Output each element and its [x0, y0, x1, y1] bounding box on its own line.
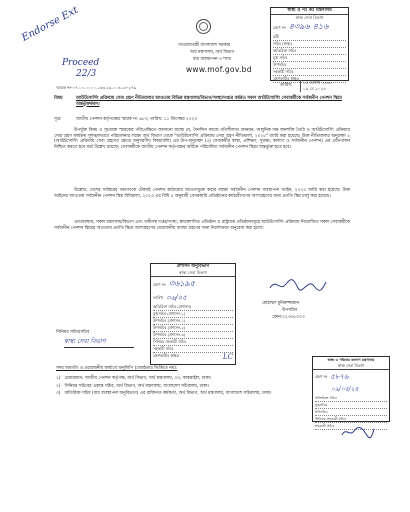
bottom-stamp-row: যুগ্মসচিব	[315, 402, 387, 409]
subject-text: আউটসোর্সিং প্রক্রিয়ায় সেবা গ্রহণ নীতিমালার আওতায় বিভিন্ন মন্ত্রণালয়/বিভাগ/সংস্থা/দপ্তরে কর্মরত সকল আউটসোর্সিং সেবাকর্মীকে সর্বজনীন পেনশন স্কিমে অন্তর্ভুক্তকরণ।	[76, 96, 342, 107]
copy-list	[56, 376, 292, 399]
note-line-2: Proceed	[62, 58, 100, 68]
bottom-stamp-receipt-row	[313, 370, 389, 384]
bottom-stamp-receipt-no: ৫৮৭৬	[330, 373, 349, 381]
copy-list-number: ১)	[56, 376, 61, 381]
copy-list-item	[56, 391, 292, 397]
subject-label: বিষয়	[54, 96, 63, 101]
stamp-title: স্বাস্থ্য ও পঃ কঃ মন্ত্রণালয়	[271, 8, 348, 15]
received-stamp-bottom	[312, 356, 390, 428]
source-label: সূত্র:	[54, 117, 62, 122]
bottom-stamp-row: সিনিয়র সহকারী সচিব	[315, 416, 387, 423]
recipient-line-2: স্বাস্থ্য সেবা বিভাগ	[64, 338, 106, 345]
stamp-receipt-no: ৪৩৯৬	[288, 22, 310, 31]
bottom-signature	[340, 424, 376, 443]
top-stamp-row: সহকারী সচিব	[273, 69, 346, 76]
note-line-3: 22/3	[76, 69, 97, 79]
admin-stamp-row: উপসচিব (প্রশাসন-৩)	[153, 332, 233, 339]
top-stamp-row: যুগ্ম সচিব	[273, 55, 346, 62]
header-website: www.mof.gov.bd	[186, 65, 252, 74]
signature-mark	[268, 276, 328, 298]
admin-stamp-title: প্রশাসন অনুবিভাগ	[176, 264, 210, 269]
admin-stamp-receipt-no: ৩৬১৯৫	[168, 279, 195, 288]
bottom-stamp-date: ০৯/০৫/২৪	[331, 386, 359, 393]
header-line-3: ব্যয় ব্যবস্থাপনা-৩ শাখা	[193, 57, 231, 62]
bottom-stamp-subtitle: স্বাস্থ্য সেবা বিভাগ	[313, 363, 389, 370]
date-block	[300, 80, 332, 92]
header-line-1: গণপ্রজাতন্ত্রী বাংলাদেশ সরকার	[178, 43, 231, 48]
received-stamp-top	[270, 7, 349, 81]
copy-list-text: সিনিয়র সচিবের একান্ত সচিব, অর্থ বিভাগ, অর্থ মন্ত্রণালয়, বাংলাদেশ সচিবালয়, ঢাকা।	[64, 383, 210, 389]
signatory-phone: ফোন:২২৩৩৮০০৩	[272, 315, 305, 320]
admin-stamp-row: উপসচিব (প্রশাসন-১)	[153, 318, 233, 325]
bottom-signature-scribble	[340, 425, 376, 439]
memo-number: স্মারক নং-০৭.০০.০০০০.১৫৩.২৯.০০৩.১৮-২৭৯	[56, 85, 137, 90]
admin-stamp-date-row	[151, 292, 235, 304]
date-gregorian: ০৯ মে ২০২৪	[303, 86, 327, 91]
source-text: জাতীয় পেনশন কর্তৃপক্ষের স্মারক নং ৬৮৩; তারিখ: ১১ ডিসেম্বর ২০২৩	[76, 117, 198, 122]
admin-stamp-date: ০৬/০৫	[166, 294, 187, 302]
paragraph-3: এমতাবস্থায়, সকল মন্ত্রণালয়/বিভাগ এবং অধীনস্থ দপ্তর/সংস্থা, স্বায়ত্তশাসিত প্রতিষ্ঠান ও রাষ্ট্রায়ত্ত প্রতিষ্ঠানসমূহে আউটসোর্সিং প্রক্রিয়ায় নিয়োজিত সকল সেবাকর্মীকে সর্বজনীন পেনশন স্কিমের আওতায় প্রগতি স্কিমে অংশগ্রহণের প্রয়োজনীয় ব্যবস্থা গ্রহণের জন্য নির্দেশক্রমে অনুরোধ করা হলো।	[54, 220, 350, 231]
copy-list-number: ৩)	[56, 391, 61, 397]
signature-scribble	[268, 276, 328, 294]
top-stamp-row: অতিরিক্ত সচিব	[273, 48, 346, 55]
copy-heading: সদয় অবগতি ও প্রয়োজনীয় কার্যার্থে অনুলিপি (জ্যেষ্ঠতার ভিত্তিতে নয়):	[56, 366, 178, 371]
copy-list-item	[56, 376, 292, 382]
copy-list-item	[56, 384, 292, 390]
note-line-1: Endorse Ext	[20, 4, 81, 44]
admin-stamp-row: সহকারী সচিব	[153, 346, 233, 353]
signatory-designation: উপসচিব	[282, 308, 298, 313]
top-stamp-row: গ্রহণকারীর স্বাক্ষর	[273, 76, 346, 83]
admin-received-stamp	[150, 263, 236, 365]
admin-stamp-rows	[151, 304, 235, 353]
bottom-stamp-receipt-label: গ্রহণ নং	[315, 374, 328, 379]
admin-stamp-row: যুগ্মসচিব (প্রশাসন-১)	[153, 311, 233, 318]
recipient-line-1: সিনিয়র সচিব/সচিব	[56, 330, 90, 335]
signatory-name: মোহাম্মদ মুনিরুজ্জামান	[262, 301, 300, 306]
recipient-underline	[64, 347, 134, 348]
admin-stamp-footer: গ্রহণকারীর স্বাক্ষর	[153, 353, 179, 358]
admin-stamp-subtitle: স্বাস্থ্য সেবা বিভাগ	[151, 270, 235, 277]
admin-stamp-footer-row	[151, 353, 235, 361]
stamp-receipt-row	[271, 21, 348, 34]
paragraph-1: উপর্যুক্ত বিষয় ও সূত্রোক্ত স্মারকের পরিপ্রেক্ষিতে জানানো যাচ্ছে যে, দৈনন্দিন কাজে গতিশীলতা আনয়ন, আধুনিক দক্ষ জনশক্তি তৈরি ও আউটসোর্সিং প্রক্রিয়ায় সেবা গ্রহণ কার্যক্রম সুশৃঙ্খলভাবে পরিচালনার লক্ষ্যে অর্থ বিভাগ থেকে "আউটসোর্সিং প্রক্রিয়ায় সেবা গ্রহণ নীতিমালা, ২০২৫" জারি করা হয়েছে। উক্ত নীতিমালার অনুচ্ছেদ ৫ (আউটসোর্সিং প্রক্রিয়ায় সেবা গ্রহণের ক্ষেত্রে অনুসরণীয় বিষয়াবলি) এর উপ-অনুচ্ছেদ (৫) সেবাকর্মীর স্বাস্থ্য, প্রশিক্ষণ, সুরক্ষা, কল্যাণ ও সর্বজনীন পেনশন) এর প্রতিপালন নিশ্চিত করতে হবে মর্মে উল্লেখ রয়েছে। সেবাকর্মীকে জাতীয় পেনশন কর্তৃপক্ষের অধীনে পরিচালিত সর্বজনীন পেনশন স্কিমে অন্তর্ভুক্ত হতে হবে।	[54, 128, 350, 150]
admin-stamp-handwriting: LC	[222, 353, 233, 361]
date-label: তারিখ:	[280, 83, 293, 88]
stamp-date-no: ৪১৬	[312, 22, 329, 31]
stamp-subtitle: স্বাস্থ্য সেবা বিভাগ	[295, 15, 324, 20]
admin-stamp-row: অতিরিক্ত সচিব (প্রশাসন)	[153, 304, 233, 311]
top-stamp-row: মন্ত্রী	[273, 34, 346, 41]
header-line-2: অর্থ মন্ত্রণালয়, অর্থ বিভাগ	[190, 50, 235, 55]
stamp-rows	[271, 34, 348, 83]
admin-stamp-receipt-label: গ্রহণ নং	[153, 281, 166, 287]
admin-stamp-row: সিনিয়র সহকারী সচিব	[153, 339, 233, 346]
admin-stamp-row: উপসচিব (প্রশাসন-২)	[153, 325, 233, 332]
admin-stamp-receipt-row	[151, 277, 235, 292]
date-bengali: ১৫ বৈশাখ ১৪৩১	[303, 80, 333, 85]
handwritten-note-2	[62, 58, 99, 80]
bottom-stamp-row: সহকারী সচিব	[315, 423, 387, 430]
admin-stamp-date-label: তারিখ	[153, 295, 164, 300]
stamp-receipt-label: গ্রহণ নং	[273, 24, 286, 30]
copy-list-number: ২)	[56, 383, 61, 389]
copy-list-text: চেয়ারম্যান, জাতীয় পেনশন কর্তৃপক্ষ, অর্থ বিভাগ, অর্থ মন্ত্রণালয়, ৩৩, কাকরাইল, ঢাকা।	[64, 376, 212, 381]
top-stamp-row: সচিব (স্বাস্থ্য)	[273, 41, 346, 48]
bottom-stamp-title: স্বাস্থ্য ও পরিবার কল্যাণ মন্ত্রণালয়	[327, 358, 375, 362]
paragraph-2: উল্লেখ্য, দেশের সর্বস্তরের জনগণকে টেকসই পেনশন কাঠামোর আওতাভুক্ত করার লক্ষ্যে সর্বজনীন পেনশন ব্যবস্থাপনা আইন, ২০২৩ জারি করা হয়েছে। উক্ত আইনের আওতায় সর্বজনীন পেনশন স্কিম বিধিমালা, ২০২৩ এর বিধি ৫ অনুযায়ী বেসরকারি প্রতিষ্ঠানের কর্মচারীগণের অংশগ্রহণের জন্য প্রগতি স্কিম চালু করা হয়েছে।	[54, 188, 350, 199]
bottom-stamp-row: উপসচিব	[315, 409, 387, 416]
bottom-stamp-row: অতিরিক্ত সচিব	[315, 395, 387, 402]
copy-list-text: অতিরিক্ত সচিব (ব্যয় ব্যবস্থাপনা অনুবিভাগ) এর ব্যক্তিগত কর্মকর্তা, অর্থ বিভাগ, অর্থ মন্ত্রণালয়, বাংলাদেশ সচিবালয়, ঢাকা।	[64, 391, 272, 397]
top-stamp-row: উপসচিব	[273, 62, 346, 69]
government-emblem	[196, 19, 211, 34]
